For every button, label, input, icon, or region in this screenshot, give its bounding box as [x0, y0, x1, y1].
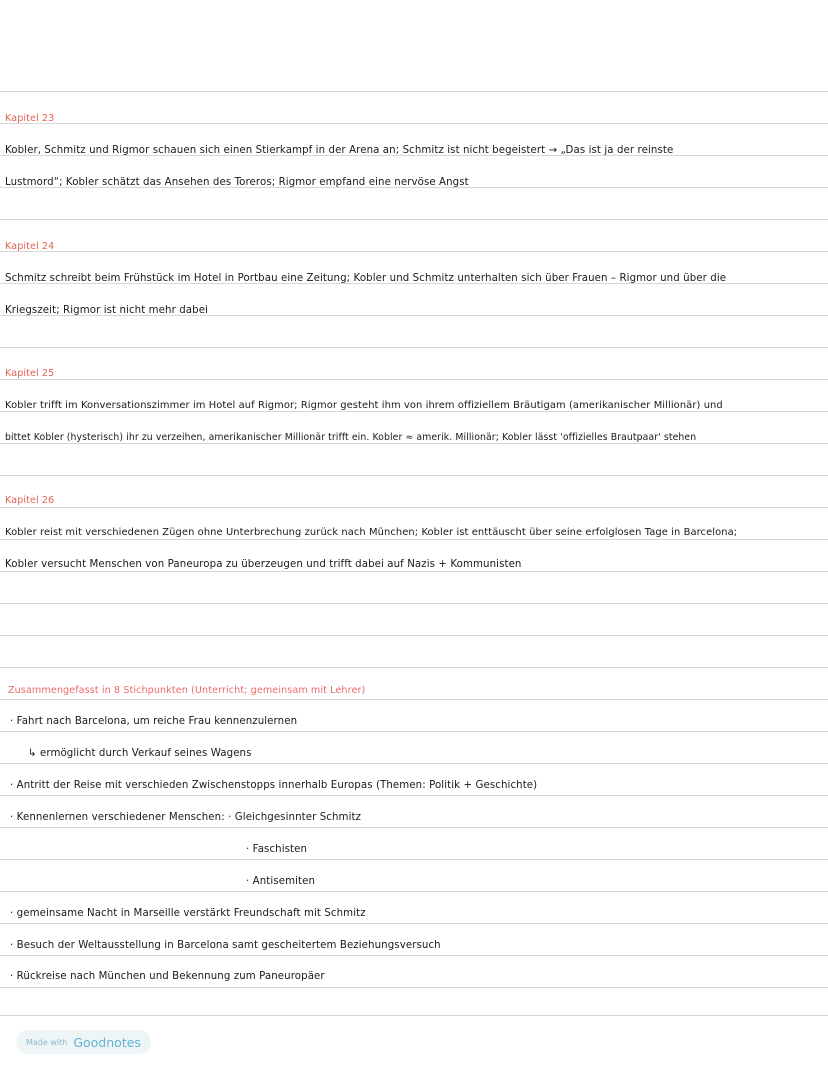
chapter-text-line: Kobler reist mit verschiedenen Zügen ohne Unterbrechung zurück nach München; Kobler ist enttäuscht über seine erfolglosen Tage in Barcelona; — [5, 527, 738, 538]
chapter-text-line: bittet Kobler (hysterisch) ihr zu verzeihen, amerikanischer Millionär trifft ein. Kobler ≈ amerik. Millionär; Kobler lässt 'offizielles Brautpaar' stehen — [5, 432, 697, 443]
chapter-heading: Kapitel 23 — [5, 113, 55, 124]
summary-bullet: · Besuch der Weltausstellung in Barcelona samt gescheitertem Beziehungsversuch — [10, 940, 441, 951]
chapter-text-line: Kobler trifft im Konversationszimmer im Hotel auf Rigmor; Rigmor gesteht ihm von ihrem offiziellem Bräutigam (amerikanischer Millionär) und — [5, 400, 723, 411]
chapter-text-line: Kobler versucht Menschen von Paneuropa zu überzeugen und trifft dabei auf Nazis + Kommunisten — [5, 559, 522, 570]
chapter-text-line: Kobler, Schmitz und Rigmor schauen sich einen Stierkampf in der Arena an; Schmitz ist nicht begeistert → „Das ist ja der reinste — [5, 145, 674, 156]
summary-heading: Zusammengefasst in 8 Stichpunkten (Unterricht; gemeinsam mit Lehrer) — [8, 685, 366, 696]
summary-bullet: · Rückreise nach München und Bekennung zum Paneuropäer — [10, 971, 325, 982]
summary-bullet: · Kennenlernen verschiedener Menschen: · Gleichgesinnter Schmitz — [10, 812, 362, 823]
chapter-text-line: Kriegszeit; Rigmor ist nicht mehr dabei — [5, 305, 209, 316]
chapter-text-line: Lustmord“; Kobler schätzt das Ansehen des Toreros; Rigmor empfand eine nervöse Angst — [5, 177, 469, 188]
chapter-heading: Kapitel 26 — [5, 495, 55, 506]
chapter-heading: Kapitel 24 — [5, 241, 55, 252]
goodnotes-badge — [16, 1030, 151, 1054]
chapter-text-line: Schmitz schreibt beim Frühstück im Hotel in Portbau eine Zeitung; Kobler und Schmitz unterhalten sich über Frauen – Rigmor und über die — [5, 273, 727, 284]
summary-sub-point: · Antisemiten — [246, 876, 316, 887]
summary-bullet: · gemeinsame Nacht in Marseille verstärkt Freundschaft mit Schmitz — [10, 908, 366, 919]
chapter-heading: Kapitel 25 — [5, 368, 55, 379]
made-with-label: Made with — [26, 1037, 68, 1047]
summary-bullet: · Antritt der Reise mit verschieden Zwischenstopps innerhalb Europas (Themen: Politik + Geschichte) — [10, 780, 538, 791]
summary-sub-point: ↳ ermöglicht durch Verkauf seines Wagens — [28, 748, 252, 759]
goodnotes-logo-text: Goodnotes — [73, 1034, 141, 1050]
summary-bullet: · Fahrt nach Barcelona, um reiche Frau kennenzulernen — [10, 716, 298, 727]
summary-sub-point: · Faschisten — [246, 844, 308, 855]
